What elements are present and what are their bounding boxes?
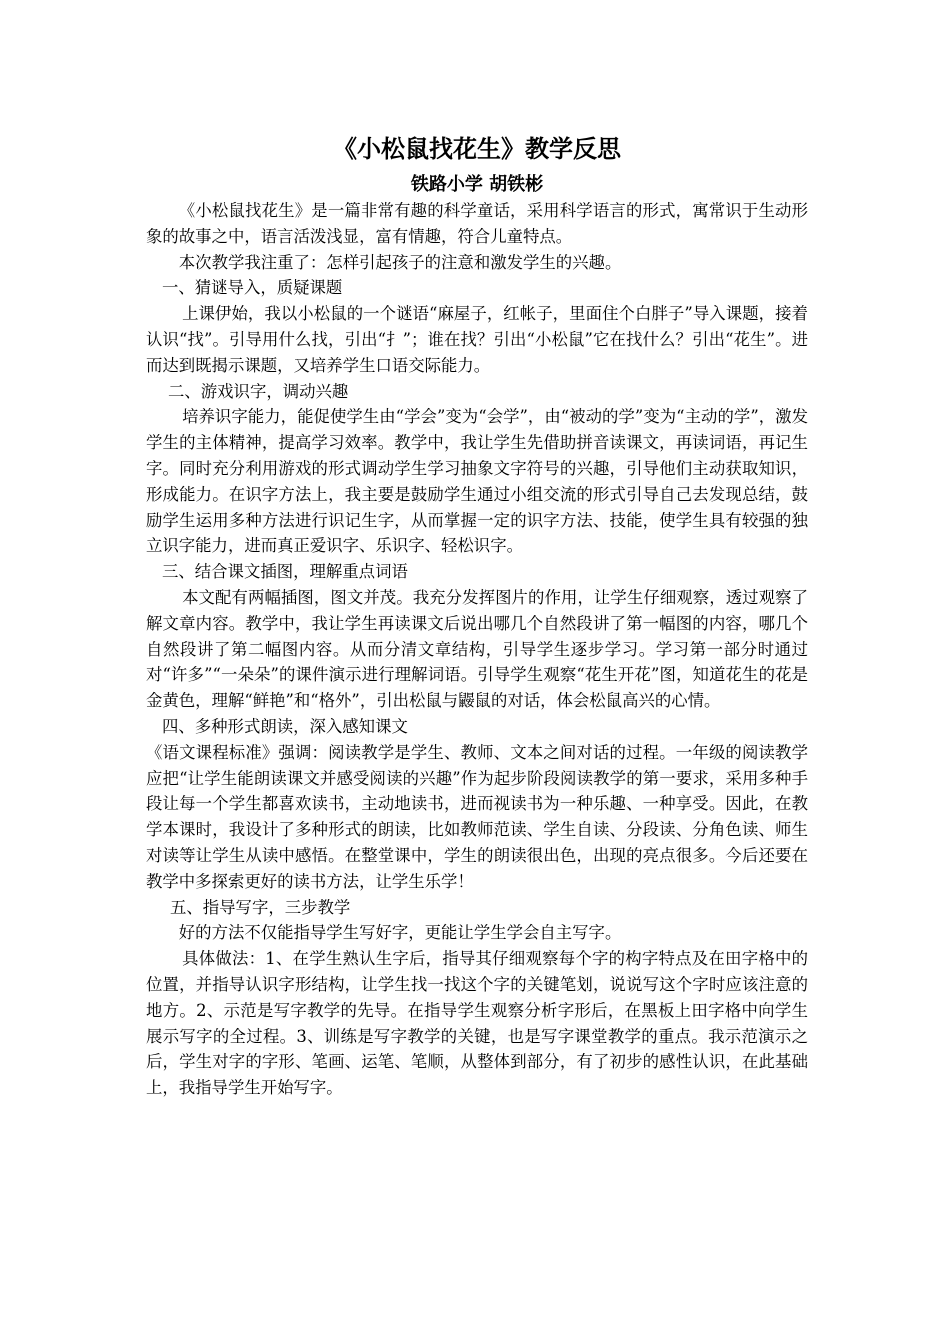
paragraph-section-4: 《语文课程标准》强调：阅读教学是学生、教师、文本之间对话的过程。一年级的阅读教学应把“让学生能朗读课文并感受阅读的兴趣”作为起步阶段阅读教学的第一要求，采用多种手段让每一个学生都喜欢读书，主动地读书，进而视读书为一种乐趣、一种享受。因此，在教学本课时，我设计了多种形式的朗读，比如教师范读、学生自读、分段读、分角色读、师生对读等让学生从读中感悟。在整堂课中，学生的朗读很出色，出现的亮点很多。今后还要在教学中多探索更好的读书方法，让学生乐学！ <box>146 742 808 891</box>
section-heading-1: 一、猜谜导入，质疑课题 <box>162 278 343 298</box>
paragraph-section-3: 本文配有两幅插图，图文并茂。我充分发挥图片的作用，让学生仔细观察，透过观察了解文章内容。教学中，我让学生再读课文后说出哪几个自然段讲了第一幅图的内容，哪几个自然段讲了第二幅图内容。从而分清文章结构，引导学生逐步学习。学习第一部分时通过对“许多”“一朵朵”的课件演示进行理解词语。引导学生观察“花生开花”图，知道花生的花是金黄色，理解“鲜艳”和“格外”，引出松鼠与鼹鼠的对话，体会松鼠高兴的心情。 <box>146 587 808 711</box>
paragraph-focus: 本次教学我注重了：怎样引起孩子的注意和激发学生的兴趣。 <box>178 252 622 272</box>
section-heading-5: 五、指导写字，三步教学 <box>170 897 351 917</box>
document-page <box>146 130 808 1101</box>
paragraph-intro: 《小松鼠找花生》是一篇非常有趣的科学童话，采用科学语言的形式，寓常识于生动形象的故事之中，语言活泼浅显，富有情趣，符合儿童特点。 <box>146 201 808 246</box>
section-heading-3: 三、结合课文插图，理解重点词语 <box>162 562 408 582</box>
paragraph-section-1: 上课伊始，我以小松鼠的一个谜语“麻屋子，红帐子，里面住个白胖子”导入课题，接着认识“找”。引导用什么找，引出“扌”；谁在找？引出“小松鼠”它在找什么？引出“花生”。进而达到既揭示课题，又培养学生口语交际能力。 <box>146 304 808 375</box>
paragraph-section-5b: 具体做法：1、在学生熟认生字后，指导其仔细观察每个字的构字特点及在田字格中的位置，并指导认识字形结构，让学生找一找这个字的关键笔划，说说写这个字时应该注意的地方。2、示范是写字教学的先导。在指导学生观察分析字形后，在黑板上田字格中向学生展示写字的全过程。3、训练是写字教学的关键，也是写字课堂教学的重点。我示范演示之后，学生对字的字形、笔画、运笔、笔顺，从整体到部分，有了初步的感性认识，在此基础上，我指导学生开始写字。 <box>146 949 808 1098</box>
paragraph-section-2: 培养识字能力，能促使学生由“学会”变为“会学”，由“被动的学”变为“主动的学”，激发学生的主体精神，提高学习效率。教学中，我让学生先借助拼音读课文，再读词语，再记生字。同时充分利用游戏的形式调动学生学习抽象文字符号的兴趣，引导他们主动获取知识，形成能力。在识字方法上，我主要是鼓励学生通过小组交流的形式引导自己去发现总结，鼓励学生运用多种方法进行识记生字，从而掌握一定的识字方法、技能，使学生具有较强的独立识字能力，进而真正爱识字、乐识字、轻松识字。 <box>146 407 808 556</box>
section-heading-2: 二、游戏识字，调动兴趣 <box>168 381 349 401</box>
document-title: 《小松鼠找花生》教学反思 <box>333 135 621 163</box>
paragraph-section-5a: 好的方法不仅能指导学生写好字，更能让学生学会自主写字。 <box>178 923 622 943</box>
section-heading-4: 四、多种形式朗读，深入感知课文 <box>162 716 408 736</box>
document-author: 铁路小学 胡铁彬 <box>410 174 544 195</box>
